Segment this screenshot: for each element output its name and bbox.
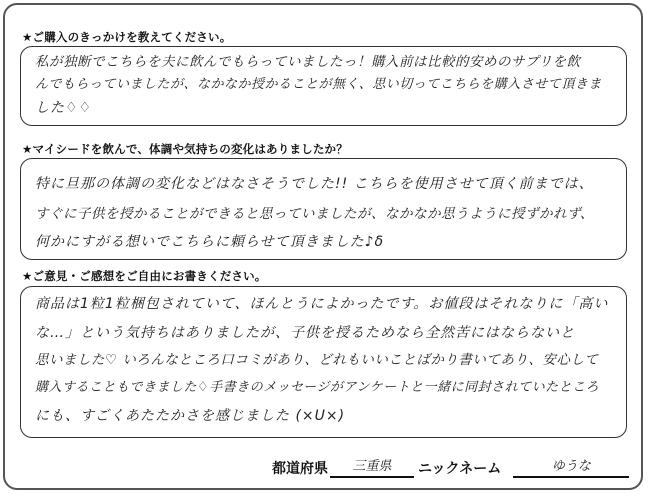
answer-3-line-1: 商品は1粒1粒梱包されていて、ほんとうによかったです。お値段はそれなりに「高い: [35, 296, 609, 312]
prefecture-label: 都道府県: [272, 461, 328, 477]
answer-3-box: [20, 286, 627, 438]
nickname-label: ニックネーム: [418, 461, 502, 477]
answer-2-box: [20, 158, 627, 260]
answer-3-line-2: な…」という気持ちはありましたが、子供を授るためなら全然苦にはならないと: [35, 325, 575, 341]
answer-3-line-4: 購入することもできました♢手書きのメッセージがアンケートと一緒に同封されていたところ: [35, 380, 600, 395]
question-1-label: ★ご購入のきっかけを教えてください。: [22, 30, 232, 44]
answer-2-line-3: 何かにすがる想いでこちらに頼らせて頂きました♪δ: [35, 234, 385, 250]
answer-2-line-2: すぐに子供を授かることができると思っていましたが、なかなか思うように授ずかれず、: [35, 206, 594, 222]
answer-1-box: [20, 46, 627, 126]
answer-1-line-2: んでもらっていましたが、なかなか授かることが無く、思い切ってこちらを購入させて頂きま: [35, 77, 602, 92]
nickname-row: [418, 452, 629, 478]
answer-3-line-5: にも、すごくあたたかさを感じました (×U×): [35, 408, 346, 424]
answer-1-line-3: した♢♢: [35, 100, 93, 116]
question-3-label: ★ご意見・ご感想をご自由にお書きください。: [22, 269, 267, 283]
answer-2-line-1: 特に旦那の体調の変化などはなさそうでした!! こちらを使用させて頂く前までは、: [35, 176, 594, 192]
prefecture-row: [272, 452, 414, 478]
question-2-label: ★マイシードを飲んで、体調や気持ちの変化はありましたか？: [22, 142, 348, 156]
prefecture-value: 三重県: [330, 455, 414, 478]
answer-3-line-3: 思いました♡ いろんなところ口コミがあり、どれもいいことばかり書いてあり、安心して: [35, 352, 599, 368]
nickname-value: ゆうな: [513, 455, 629, 478]
answer-1-line-1: 私が独断でこちらを夫に飲んでもらっていましたっ！購入前は比較的安めのサプリを飲: [35, 54, 581, 70]
